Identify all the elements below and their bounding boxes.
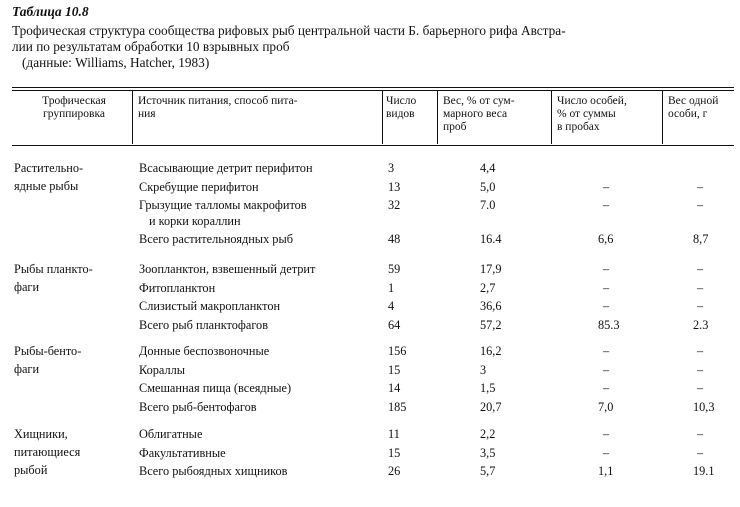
header-group: Трофическая группировка: [42, 95, 106, 120]
weight-cell: 4,4: [480, 161, 496, 175]
group-name-line: рыбой: [14, 463, 48, 477]
header-unit-weight: Вес одной особи, г: [668, 95, 719, 120]
species-cell: 1: [388, 280, 395, 295]
source-cell: Всего растительноядных рыб: [139, 232, 293, 246]
group-name-line: ядные рыбы: [14, 179, 79, 193]
weight-cell: 36,6: [480, 299, 502, 313]
table-caption: Таблица 10.8: [12, 4, 89, 19]
group-name-line: питающиеся: [14, 445, 81, 459]
header-top-rule: [12, 87, 734, 91]
source-cell: Облигатные: [139, 427, 203, 441]
column-divider: [437, 91, 438, 144]
weight-cell: 3,5: [480, 445, 496, 460]
group-name-line: Растительно-: [14, 161, 84, 175]
header-bottom-rule: [12, 145, 734, 146]
unit-weight-cell: –: [697, 198, 704, 212]
unit-weight-cell: 8,7: [693, 232, 709, 246]
source-cell: Всего рыбоядных хищников: [139, 464, 288, 478]
count-cell: –: [603, 198, 610, 212]
column-divider: [551, 91, 552, 144]
unit-weight-cell: 2.3: [693, 317, 709, 332]
count-cell: –: [603, 362, 610, 377]
species-cell: 15: [388, 445, 401, 460]
species-cell: 64: [388, 317, 401, 332]
table-title: [12, 23, 734, 71]
header-source: Источник питания, способ пита- ния: [138, 95, 298, 120]
group-name-line: Рыбы планкто-: [14, 262, 93, 276]
species-cell: 13: [388, 179, 401, 194]
source-cell: Всего рыб-бентофагов: [139, 399, 257, 414]
header-count-pct: Число особей, % от суммы в пробах: [557, 95, 627, 133]
group-name: [14, 342, 81, 378]
column-divider: [662, 91, 663, 144]
species-cell: 14: [388, 381, 401, 395]
species-cell: 11: [388, 427, 400, 441]
title-line: лии по результатам обработки 10 взрывных проб: [12, 39, 290, 54]
group-name: [14, 425, 80, 479]
source-cell: Факультативные: [139, 445, 226, 460]
count-cell: 6,6: [598, 232, 614, 246]
species-cell: 15: [388, 362, 401, 377]
unit-weight-cell: –: [697, 445, 704, 460]
count-cell: –: [603, 427, 610, 441]
species-cell: 48: [388, 232, 401, 246]
source-cell: Грызущие талломы макрофитов: [139, 198, 307, 212]
unit-weight-cell: –: [697, 362, 704, 377]
weight-cell: 2,2: [480, 427, 496, 441]
weight-cell: 5,0: [480, 179, 496, 194]
source-cell: Всего рыб планктофагов: [139, 317, 269, 332]
source-cell: Смешанная пища (всеядные): [139, 381, 292, 395]
weight-cell: 3: [480, 362, 487, 377]
source-cell: Донные беспозвоночные: [139, 344, 270, 358]
count-cell: 85.3: [598, 317, 620, 332]
count-cell: –: [603, 445, 610, 460]
species-cell: 3: [388, 161, 395, 175]
unit-weight-cell: –: [697, 179, 704, 194]
count-cell: –: [603, 344, 610, 358]
unit-weight-cell: –: [697, 344, 704, 358]
group-name-line: фаги: [14, 362, 40, 376]
group-name-line: фаги: [14, 280, 40, 294]
weight-cell: 5,7: [480, 464, 496, 478]
count-cell: –: [603, 381, 610, 395]
species-cell: 26: [388, 464, 401, 478]
count-cell: –: [603, 299, 610, 313]
source-cell: Слизистый макропланктон: [139, 299, 281, 313]
title-line: (данные: Williams, Hatcher, 1983): [22, 55, 210, 70]
count-cell: –: [603, 179, 610, 194]
species-cell: 4: [388, 299, 395, 313]
source-cell-continued: и корки кораллин: [149, 213, 241, 228]
unit-weight-cell: –: [697, 280, 704, 295]
unit-weight-cell: –: [697, 299, 704, 313]
count-cell: 7,0: [598, 399, 614, 414]
group-name: [14, 159, 83, 195]
source-cell: Кораллы: [139, 362, 185, 377]
weight-cell: 20,7: [480, 399, 502, 414]
title-line: Трофическая структура сообщества рифовых рыб центральной части Б. барьерного рифа Австра-: [12, 23, 566, 38]
weight-cell: 17,9: [480, 262, 502, 276]
species-cell: 185: [388, 399, 407, 414]
count-cell: –: [603, 280, 610, 295]
header-species: Число видов: [386, 95, 417, 120]
weight-cell: 2,7: [480, 280, 496, 295]
group-name-line: Рыбы-бенто-: [14, 344, 82, 358]
unit-weight-cell: –: [697, 427, 704, 441]
species-cell: 32: [388, 198, 401, 212]
column-divider: [382, 91, 383, 144]
unit-weight-cell: –: [697, 381, 704, 395]
weight-cell: 1,5: [480, 381, 496, 395]
group-name: [14, 260, 93, 296]
count-cell: –: [603, 262, 610, 276]
species-cell: 156: [388, 344, 407, 358]
column-divider: [132, 91, 133, 144]
header-weight-pct: Вес, % от сум- марного веса проб: [443, 95, 515, 133]
weight-cell: 57,2: [480, 317, 502, 332]
weight-cell: 7.0: [480, 198, 496, 212]
species-cell: 59: [388, 262, 401, 276]
unit-weight-cell: 19.1: [693, 464, 715, 478]
unit-weight-cell: 10,3: [693, 399, 715, 414]
unit-weight-cell: –: [697, 262, 704, 276]
count-cell: 1,1: [598, 464, 614, 478]
source-cell: Фитопланктон: [139, 280, 216, 295]
weight-cell: 16.4: [480, 232, 502, 246]
source-cell: Всасывающие детрит перифитон: [139, 161, 313, 175]
group-name-line: Хищники,: [14, 427, 68, 441]
source-cell: Скребущие перифитон: [139, 179, 259, 194]
weight-cell: 16,2: [480, 344, 502, 358]
source-cell: Зоопланктон, взвешенный детрит: [139, 262, 316, 276]
